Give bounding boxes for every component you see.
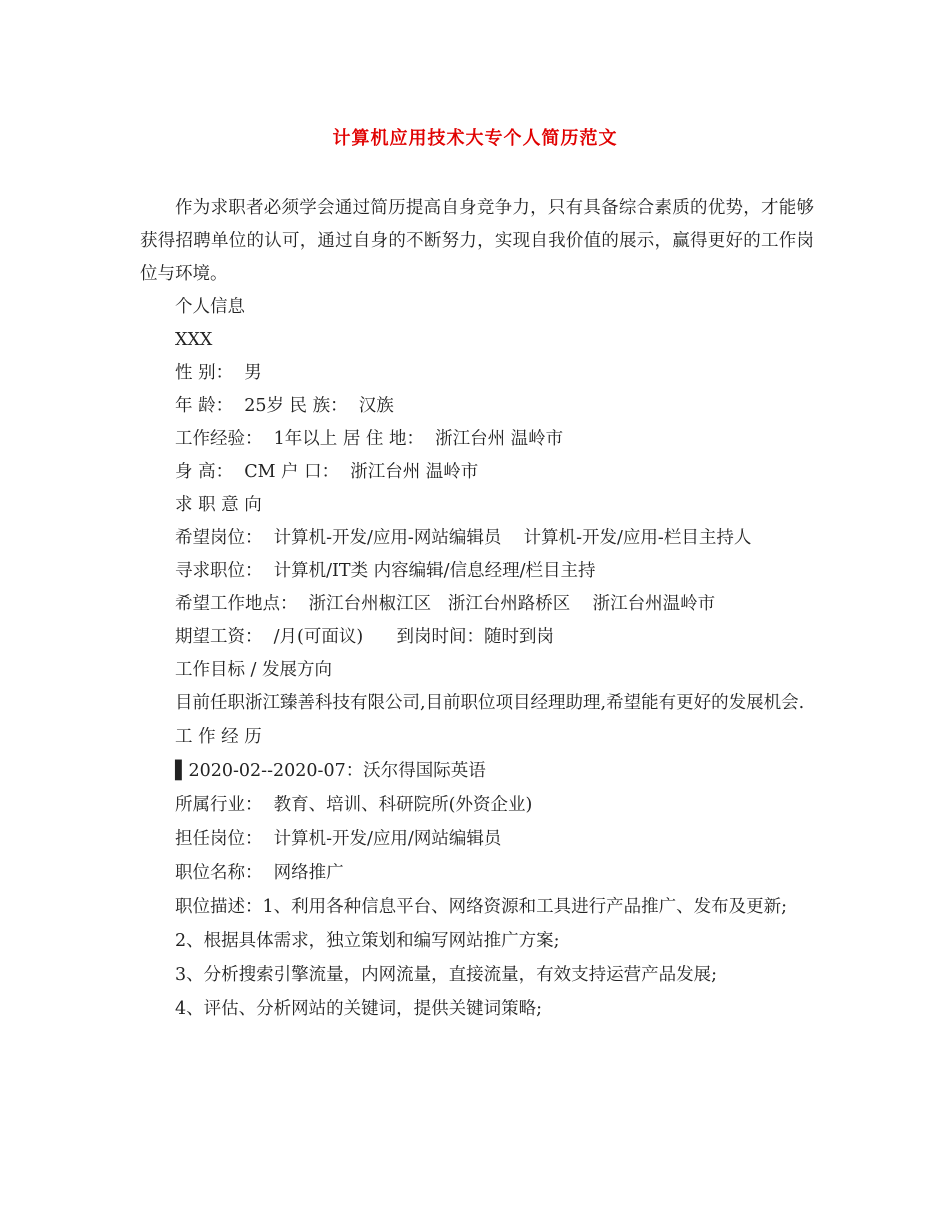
name-value: XXX — [175, 330, 213, 350]
age-ethnicity-line: 年 龄： 25岁 民 族： 汉族 — [175, 396, 394, 416]
height-hukou-line: 身 高： CM 户 口： 浙江台州 温岭市 — [175, 462, 479, 482]
experience-residence-line: 工作经验： 1年以上 居 住 地： 浙江台州 温岭市 — [175, 429, 564, 449]
role-line: 担任岗位： 计算机-开发/应用/网站编辑员 — [175, 829, 502, 849]
job-desc-2: 2、根据具体需求，独立策划和编写网站推广方案; — [175, 931, 560, 951]
personal-info-heading: 个人信息 — [175, 297, 245, 317]
seeking-position-line: 寻求职位： 计算机/IT类 内容编辑/信息经理/栏目主持 — [175, 561, 596, 581]
industry-line: 所属行业： 教育、培训、科研院所(外资企业) — [175, 795, 533, 815]
document-title: 计算机应用技术大专个人简历范文 — [332, 128, 618, 149]
expected-salary-line: 期望工资： /月(可面议) 到岗时间：随时到岗 — [175, 627, 555, 647]
job-desc-4: 4、评估、分析网站的关键词，提供关键词策略; — [175, 999, 543, 1019]
desired-position-line: 希望岗位： 计算机-开发/应用-网站编辑员 计算机-开发/应用-栏目主持人 — [175, 528, 752, 548]
work-history-heading: 工 作 经 历 — [175, 727, 262, 747]
job-title-line: 职位名称： 网络推广 — [175, 863, 344, 883]
intro-paragraph: 作为求职者必须学会通过简历提高自身竞争力，只有具备综合素质的优势，才能够获得招聘单位的认可，通过自身的不断努力，实现自我价值的展示，赢得更好的工作岗位与环境。 — [140, 198, 814, 284]
gender-line: 性 别： 男 — [175, 363, 262, 383]
goal-text: 目前任职浙江臻善科技有限公司,目前职位项目经理助理,希望能有更好的发展机会. — [175, 693, 805, 713]
desired-location-line: 希望工作地点： 浙江台州椒江区 浙江台州路桥区 浙江台州温岭市 — [175, 594, 716, 614]
document-body — [140, 192, 814, 1026]
job-period-line: ▌2020-02--2020-07：沃尔得国际英语 — [175, 761, 486, 781]
job-desc-1: 职位描述：1、利用各种信息平台、网络资源和工具进行产品推广、发布及更新; — [175, 897, 788, 917]
job-desc-3: 3、分析搜索引擎流量，内网流量，直接流量，有效支持运营产品发展; — [175, 965, 718, 985]
goal-heading: 工作目标 / 发展方向 — [175, 660, 333, 680]
job-intent-heading: 求 职 意 向 — [175, 495, 262, 515]
